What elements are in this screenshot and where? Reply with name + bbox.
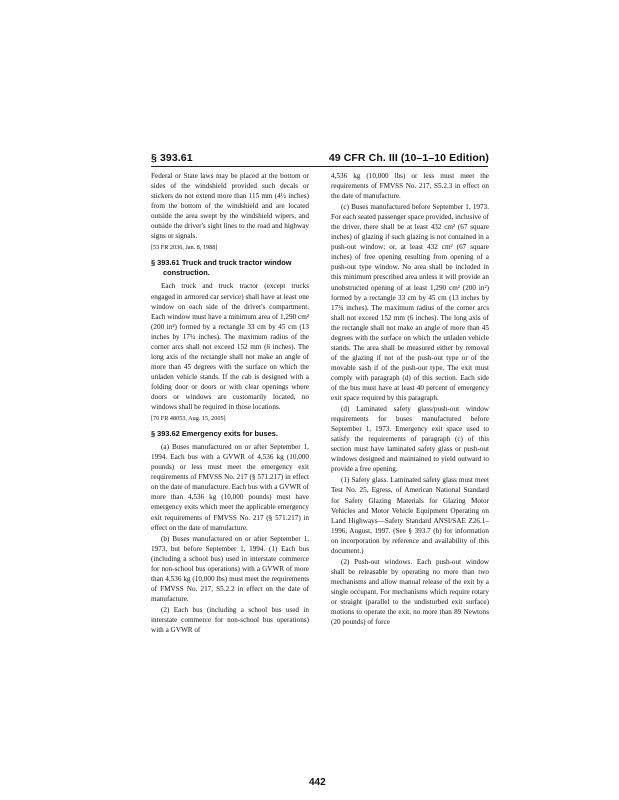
right-text-column bbox=[331, 171, 489, 628]
section-heading bbox=[151, 429, 309, 439]
paragraph: (2) Push-out windows. Each push-out window shall be releasable by operating no more than two mechanisms and allow manual release of the exit by a single occupant. For mechanisms which require rotary or straight (parallel to the undisturbed exit surface) motions to operate the exit, no more than 89 Newtons (20 pounds) of force bbox=[331, 557, 489, 627]
page-number: 442 bbox=[309, 777, 326, 788]
paragraph: (2) Each bus (including a school bus used in interstate commerce for non-school bus operations) with a GVWR of bbox=[151, 605, 309, 635]
paragraph: 4,536 kg (10,000 lbs) or less must meet the requirements of FMVSS No. 217, S5.2.3 in effect on the date of manufacture. bbox=[331, 172, 489, 201]
paragraph: (a) Buses manufactured on or after September 1, 1994. Each bus with a GVWR of 4,536 kg (10,000 pounds) or less must meet the emergency exit requirements of FMVSS No. 217 (§ 571.217) in effect on the date of manufacture. Each bus with a GVWR of more than 4,536 kg (10,000 pounds) must have emergency exits which meet the applicable emergency exit requirements of FMVSS No. 217 (§ 571.217) in effect on the date of manufacture. bbox=[151, 443, 309, 532]
paragraph: (1) Safety glass. Laminated safety glass must meet Test No. 25, Egress, of American National Standard for Safety Glazing Materials for Glazing Motor Vehicles and Motor Vehicle Equipment Operating on Land Highways—Safety Standard ANSI/SAE Z26.1–1996, August, 1997. (See § 393.7 (b) for information on incorporation by reference and availability of this document.) bbox=[331, 476, 489, 555]
section-heading bbox=[151, 258, 309, 278]
section-heading-text: § 393.61 Truck and truck tractor window bbox=[151, 258, 292, 268]
paragraph: Each truck and truck tractor (except trucks engaged in armored car service) shall have at least one window on each side of the driver's compartment. Each window must have a minimum area of 1,290 cm² (200 in²) formed by a rectangle 33 cm by 45 cm (13 inches by 17¾ inches). The maximum radius of the corner arcs shall not exceed 152 mm (6 inches). The long axis of the rectangle shall not make an angle of more than 45 degrees with the surface on which the unladen vehicle stands. If the cab is designed with a folding door or doors or with clear openings where doors or windows are customarily located, no windows shall be required in those locations. bbox=[151, 282, 309, 412]
paragraph: (d) Laminated safety glass/push-out window requirements for buses manufactured before September 1, 1973. Emergency exit space used to satisfy the requirements of paragraph (c) of this section must have laminated safety glass or push-out windows designed and maintained to yield outward to provide a free opening. bbox=[331, 405, 489, 474]
left-text-column bbox=[151, 171, 309, 636]
paragraph: (b) Buses manufactured on or after September 1, 1973, but before September 1, 1994. (1) Each bus (including a school bus) used in interstate commerce for non-school bus operations) with a GVWR of more than 4,536 kg (10,000 lbs) must meet the requirements of FMVSS No. 217, S5.2.2 in effect on the date of manufacture. bbox=[151, 534, 309, 603]
source-citation: [53 FR 2036, Jan. 8, 1988] bbox=[151, 244, 218, 252]
section-heading-text: § 393.62 Emergency exits for buses. bbox=[151, 429, 278, 439]
section-heading-continuation: construction. bbox=[163, 268, 210, 278]
running-title-header: 49 CFR Ch. III (10–1–10 Edition) bbox=[328, 152, 489, 164]
source-citation: [70 FR 48053, Aug. 15, 2005] bbox=[151, 415, 226, 423]
section-number-header: § 393.61 bbox=[151, 152, 193, 164]
header-rule bbox=[151, 166, 488, 167]
paragraph: Federal or State laws may be placed at the bottom or sides of the windshield provided such decals or stickers do not extend more than 115 mm (4½ inches) from the bottom of the windshield and are located outside the area swept by the windshield wipers, and outside the driver's sight lines to the road and highway signs or signals. bbox=[151, 172, 309, 241]
paragraph: (c) Buses manufactured before September 1, 1973. For each seated passenger space provided, inclusive of the driver, there shall be at least 432 cm² (67 square inches) of glazing if such glazing is not contained in a push-out window; or, at least 432 cm² (67 square inches) of free opening resulting from opening of a push-out type window. No area shall be included in this minimum prescribed area unless it will provide an unobstructed opening of at least 1,290 cm² (200 in²) formed by a rectangle 33 cm by 45 cm (13 inches by 17¾ inches). The maximum radius of the corner arcs shall not exceed 152 mm (6 inches). The long axis of the rectangle shall not make an angle of more than 45 degrees with the surface on which the unladen vehicle stands. The area shall be measured either by removal of the glazing if not of the push-out type or of the movable sash if of the push-out type. The exit must comply with paragraph (d) of this section. Each side of the bus must have at least 40 percent of emergency exit space required by this paragraph. bbox=[331, 203, 489, 403]
